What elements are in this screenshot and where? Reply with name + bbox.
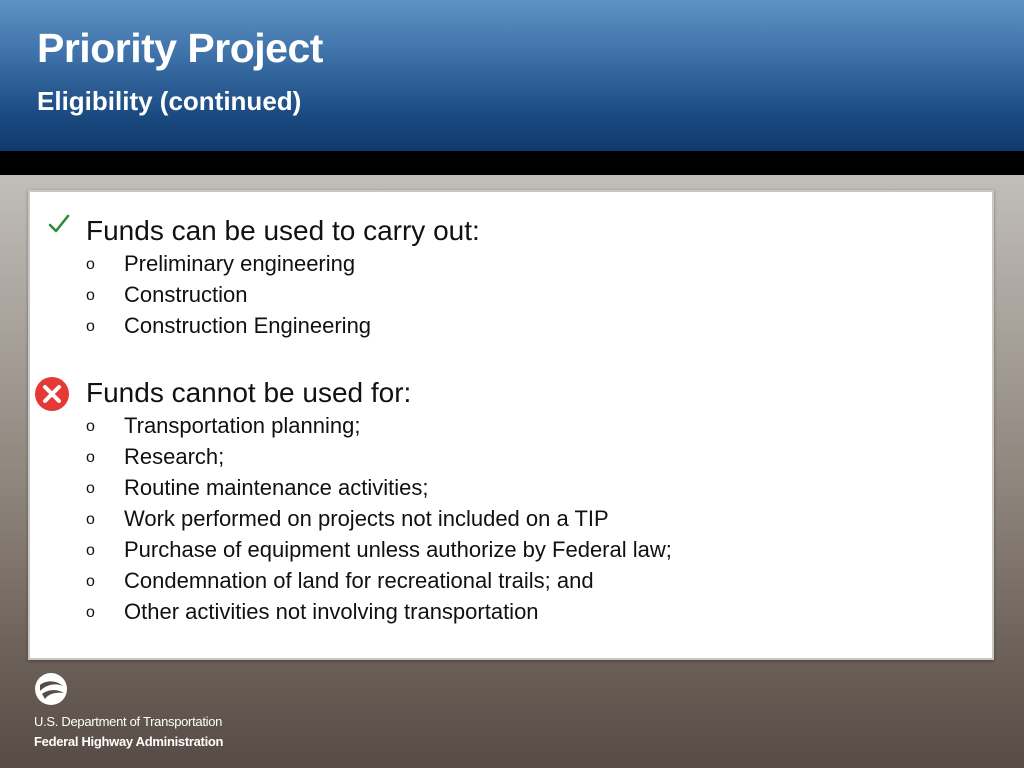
- bullet-icon: o: [86, 480, 95, 497]
- bullet-icon: o: [86, 573, 95, 590]
- slide-subtitle: Eligibility (continued): [37, 86, 302, 116]
- fhwa-logo: [34, 672, 294, 762]
- cannot-heading: Funds cannot be used for:: [86, 377, 412, 408]
- bullet-icon: o: [86, 418, 95, 435]
- bullet-icon: o: [86, 318, 95, 335]
- bullet-icon: o: [86, 542, 95, 559]
- can-heading: Funds can be used to carry out:: [86, 215, 480, 246]
- checkmark-icon: [47, 212, 71, 236]
- bullet-icon: o: [86, 449, 95, 466]
- agency-name: Federal Highway Administration: [34, 734, 224, 749]
- department-name: U.S. Department of Transportation: [34, 714, 223, 729]
- content-panel: Funds can be used to carry out: o Preliminary engineering o Construction o Construction Engineering Funds cannot be used for: o Transportation planning; o Research; o Routine maintenance activities; o Work performed on projects not included on a TIP o Purchase of equipment unless authorize by Federal law; o Condemnation of land for recreational trails; and o Other activities not involving transportation: [28, 190, 994, 660]
- header-divider-bar: [0, 151, 1024, 175]
- bullet-icon: o: [86, 287, 95, 304]
- bullet-icon: o: [86, 511, 95, 528]
- slide-header: [0, 0, 1024, 151]
- dot-logo-icon: [34, 672, 68, 706]
- x-circle-icon: [34, 376, 70, 412]
- bullet-icon: o: [86, 256, 95, 273]
- slide-title: Priority Project: [37, 25, 323, 71]
- bullet-icon: o: [86, 604, 95, 621]
